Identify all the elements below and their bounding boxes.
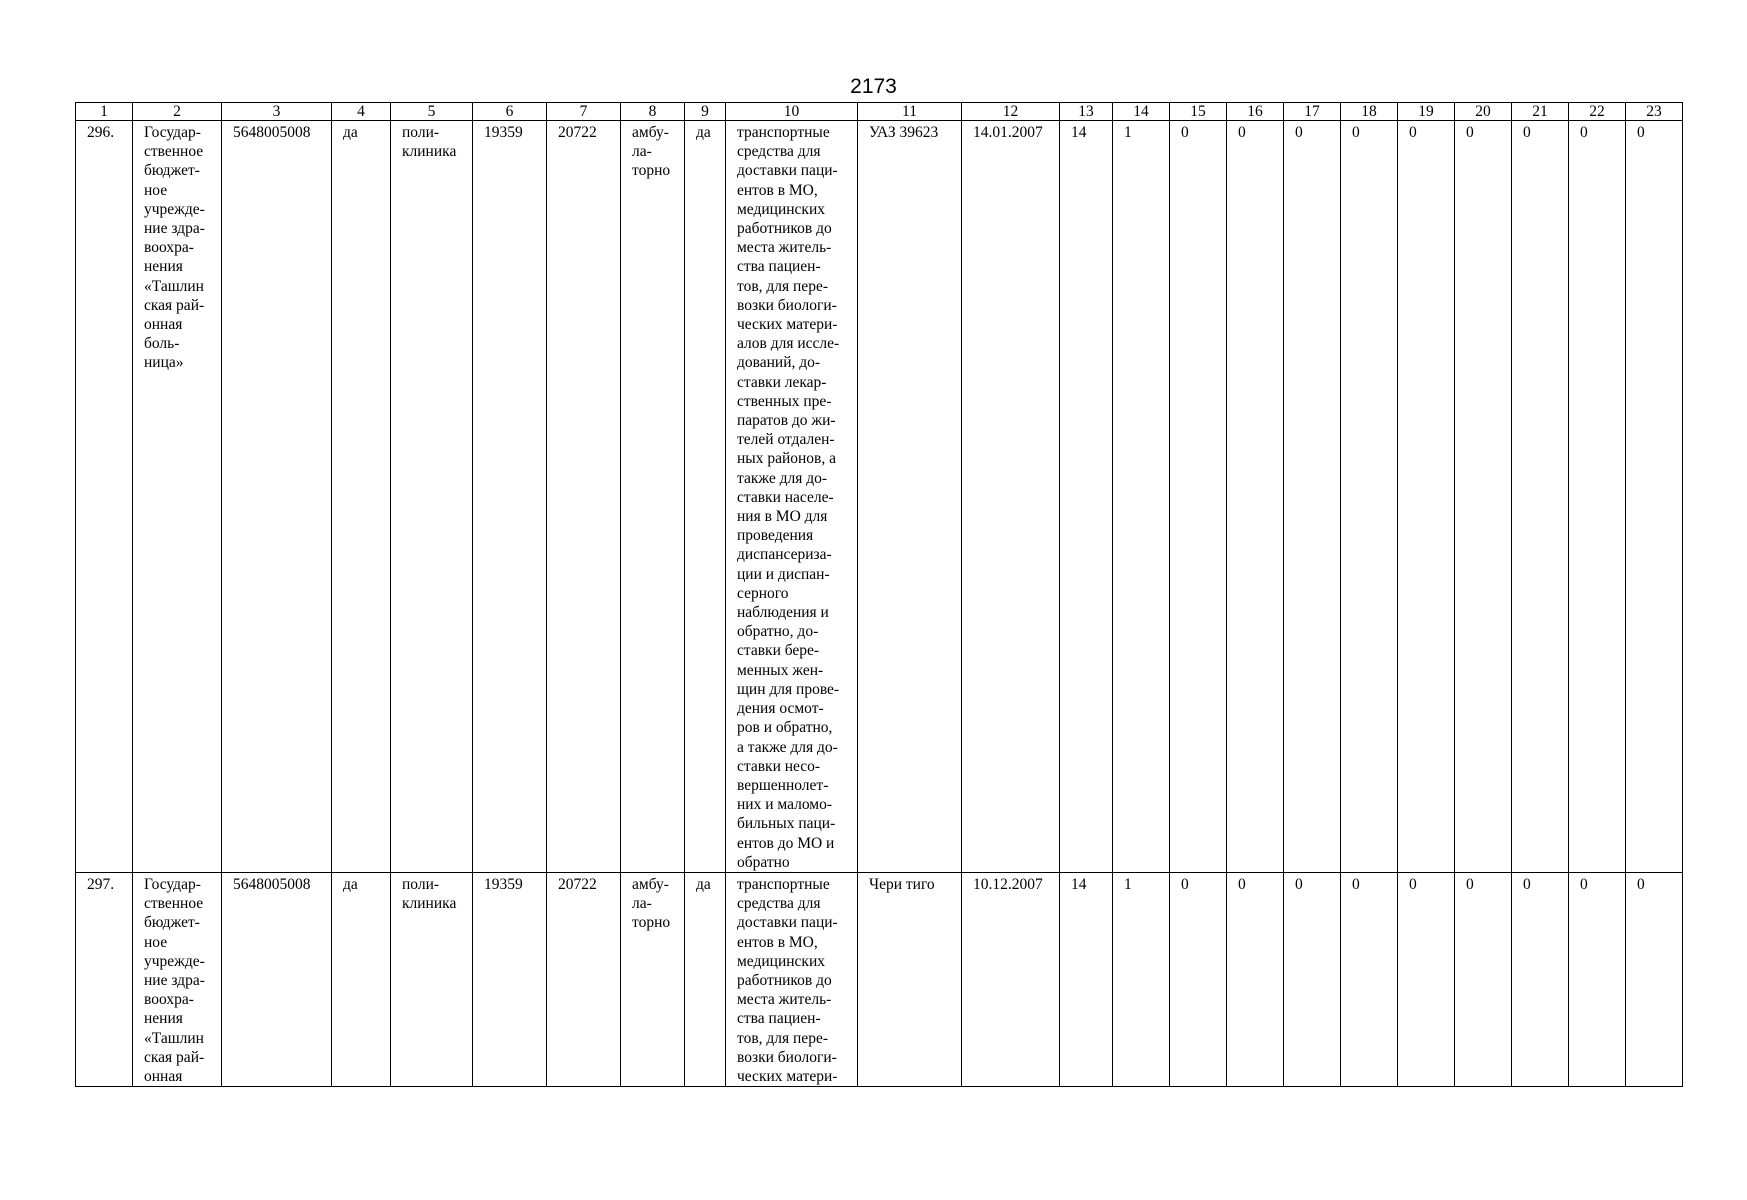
organization-line: нения — [144, 258, 183, 276]
column-19-cell: 0 — [1398, 872, 1455, 1086]
column-7-cell: 20722 — [547, 121, 621, 873]
organization-line: ние здра- — [144, 971, 205, 989]
column-4-cell: да — [332, 121, 391, 873]
column-22-cell: 0 — [1569, 121, 1626, 873]
vehicle-cell: УАЗ 39623 — [858, 121, 962, 873]
purpose-line: ентов в МО, — [737, 933, 818, 951]
column-23-cell: 0 — [1626, 121, 1683, 873]
unit-type-cell — [391, 121, 473, 873]
purpose-line: ставки несо- — [737, 757, 821, 775]
purpose-line: также для до- — [737, 469, 828, 487]
column-header: 1 — [76, 103, 133, 121]
column-6-cell: 19359 — [473, 121, 547, 873]
column-number-row — [76, 103, 1683, 121]
row-number-cell: 296. — [76, 121, 133, 873]
column-header: 8 — [621, 103, 685, 121]
purpose-line: ства пациен- — [737, 1010, 821, 1028]
column-header: 4 — [332, 103, 391, 121]
organization-line: Государ- — [144, 875, 201, 893]
column-header: 9 — [685, 103, 726, 121]
purpose-line: диспансериза- — [737, 546, 832, 564]
purpose-line: медицинских — [737, 952, 826, 970]
organization-line: ное — [144, 933, 168, 951]
purpose-line: средства для — [737, 895, 821, 913]
purpose-line: тов, для пере- — [737, 277, 828, 295]
purpose-line: бильных паци- — [737, 815, 836, 833]
purpose-line: ции и диспан- — [737, 565, 830, 583]
column-13-cell: 14 — [1060, 121, 1113, 873]
column-header: 23 — [1626, 103, 1683, 121]
organization-line: «Ташлин — [144, 1029, 204, 1047]
purpose-line: проведения — [737, 527, 814, 545]
purpose-line: транспортные — [737, 875, 830, 893]
purpose-cell — [726, 872, 858, 1086]
purpose-line: медицинских — [737, 200, 826, 218]
column-16-cell: 0 — [1227, 872, 1284, 1086]
column-header: 6 — [473, 103, 547, 121]
column-9-cell: да — [685, 121, 726, 873]
column-4-cell: да — [332, 872, 391, 1086]
unit-type-line: клиника — [402, 895, 457, 913]
purpose-line: ров и обратно, — [737, 719, 833, 737]
organization-cell — [133, 872, 222, 1086]
care-type-cell — [621, 121, 685, 873]
purpose-line: паратов до жи- — [737, 412, 836, 430]
organization-line: воохра- — [144, 239, 194, 257]
column-14-cell: 1 — [1113, 121, 1170, 873]
care-type-line: ла- — [632, 895, 652, 913]
purpose-line: обратно — [737, 853, 790, 871]
purpose-line: ставки населе- — [737, 488, 834, 506]
column-17-cell: 0 — [1284, 872, 1341, 1086]
column-header: 20 — [1455, 103, 1512, 121]
organization-line: ное — [144, 181, 168, 199]
care-type-line: торно — [632, 914, 671, 932]
unit-type-cell — [391, 872, 473, 1086]
column-14-cell: 1 — [1113, 872, 1170, 1086]
care-type-line: амбу- — [632, 875, 669, 893]
organization-line: онная — [144, 316, 183, 334]
purpose-line: них и маломо- — [737, 796, 833, 814]
purpose-line: ства пациен- — [737, 258, 821, 276]
date-cell: 10.12.2007 — [962, 872, 1060, 1086]
purpose-line: серного — [737, 584, 789, 602]
purpose-line: щин для прове- — [737, 680, 840, 698]
column-6-cell: 19359 — [473, 872, 547, 1086]
column-header: 16 — [1227, 103, 1284, 121]
organization-line: ние здра- — [144, 220, 205, 238]
organization-cell — [133, 121, 222, 873]
column-header: 5 — [391, 103, 473, 121]
purpose-line: тов, для пере- — [737, 1029, 828, 1047]
table-row — [76, 872, 1683, 1086]
column-21-cell: 0 — [1512, 121, 1569, 873]
column-header: 22 — [1569, 103, 1626, 121]
column-15-cell: 0 — [1170, 872, 1227, 1086]
organization-line: ская рай- — [144, 296, 205, 314]
column-header: 21 — [1512, 103, 1569, 121]
purpose-line: ных районов, а — [737, 450, 837, 468]
row-number-cell: 297. — [76, 872, 133, 1086]
purpose-line: вершеннолет- — [737, 776, 829, 794]
organization-line: нения — [144, 1010, 183, 1028]
purpose-line: средства для — [737, 143, 821, 161]
purpose-line: места житель- — [737, 239, 832, 257]
organization-line: онная — [144, 1067, 183, 1085]
unit-type-line: поли- — [402, 124, 440, 141]
organization-line: Государ- — [144, 124, 201, 141]
organization-line: боль- — [144, 335, 180, 353]
vehicle-cell: Чери тиго — [858, 872, 962, 1086]
organization-line: «Ташлин — [144, 277, 204, 295]
purpose-line: места житель- — [737, 991, 832, 1009]
purpose-line: транспортные — [737, 124, 830, 141]
column-header: 3 — [222, 103, 332, 121]
column-7-cell: 20722 — [547, 872, 621, 1086]
column-header: 19 — [1398, 103, 1455, 121]
purpose-line: работников до — [737, 220, 832, 238]
organization-line: бюджет- — [144, 914, 200, 932]
registry-table — [75, 102, 1683, 1087]
purpose-line: ентов до МО и — [737, 834, 835, 852]
column-18-cell: 0 — [1341, 121, 1398, 873]
organization-line: учрежде- — [144, 200, 205, 218]
column-13-cell: 14 — [1060, 872, 1113, 1086]
column-17-cell: 0 — [1284, 121, 1341, 873]
organization-line: ская рай- — [144, 1048, 205, 1066]
purpose-line: менных жен- — [737, 661, 824, 679]
column-header: 12 — [962, 103, 1060, 121]
column-16-cell: 0 — [1227, 121, 1284, 873]
column-20-cell: 0 — [1455, 872, 1512, 1086]
column-header: 14 — [1113, 103, 1170, 121]
column-header: 13 — [1060, 103, 1113, 121]
purpose-line: доставки паци- — [737, 162, 838, 180]
column-23-cell: 0 — [1626, 872, 1683, 1086]
column-header: 11 — [858, 103, 962, 121]
purpose-line: ставки лекар- — [737, 373, 827, 391]
organization-line: ственное — [144, 895, 204, 913]
column-15-cell: 0 — [1170, 121, 1227, 873]
organization-line: бюджет- — [144, 162, 200, 180]
column-header: 15 — [1170, 103, 1227, 121]
organization-line: ница» — [144, 354, 184, 372]
purpose-line: ставки бере- — [737, 642, 820, 660]
date-cell: 14.01.2007 — [962, 121, 1060, 873]
column-20-cell: 0 — [1455, 121, 1512, 873]
purpose-line: ентов в МО, — [737, 181, 818, 199]
organization-line: ственное — [144, 143, 204, 161]
care-type-line: торно — [632, 162, 671, 180]
purpose-line: возки биологи- — [737, 296, 837, 314]
care-type-cell — [621, 872, 685, 1086]
column-header: 7 — [547, 103, 621, 121]
purpose-line: а также для до- — [737, 738, 838, 756]
column-header: 10 — [726, 103, 858, 121]
column-header: 2 — [133, 103, 222, 121]
column-19-cell: 0 — [1398, 121, 1455, 873]
purpose-line: алов для иссле- — [737, 335, 840, 353]
purpose-line: ния в МО для — [737, 508, 828, 526]
purpose-line: наблюдения и — [737, 604, 829, 622]
purpose-cell — [726, 121, 858, 873]
column-header: 18 — [1341, 103, 1398, 121]
purpose-line: обратно, до- — [737, 623, 819, 641]
purpose-line: возки биологи- — [737, 1048, 837, 1066]
organization-line: воохра- — [144, 991, 194, 1009]
purpose-line: доставки паци- — [737, 914, 838, 932]
column-header: 17 — [1284, 103, 1341, 121]
column-22-cell: 0 — [1569, 872, 1626, 1086]
purpose-line: ческих матери- — [737, 316, 838, 334]
purpose-line: работников до — [737, 971, 832, 989]
table-row — [76, 121, 1683, 873]
column-9-cell: да — [685, 872, 726, 1086]
purpose-line: ственных пре- — [737, 392, 832, 410]
inn-cell: 5648005008 — [222, 872, 332, 1086]
unit-type-line: клиника — [402, 143, 457, 161]
page-number: 2173 — [850, 75, 897, 98]
unit-type-line: поли- — [402, 875, 440, 893]
purpose-line: дований, до- — [737, 354, 821, 372]
care-type-line: ла- — [632, 143, 652, 161]
care-type-line: амбу- — [632, 124, 669, 141]
purpose-line: дения осмот- — [737, 700, 824, 718]
organization-line: учрежде- — [144, 952, 205, 970]
purpose-line: ческих матери- — [737, 1067, 838, 1085]
column-21-cell: 0 — [1512, 872, 1569, 1086]
inn-cell: 5648005008 — [222, 121, 332, 873]
column-18-cell: 0 — [1341, 872, 1398, 1086]
purpose-line: телей отдален- — [737, 431, 835, 449]
